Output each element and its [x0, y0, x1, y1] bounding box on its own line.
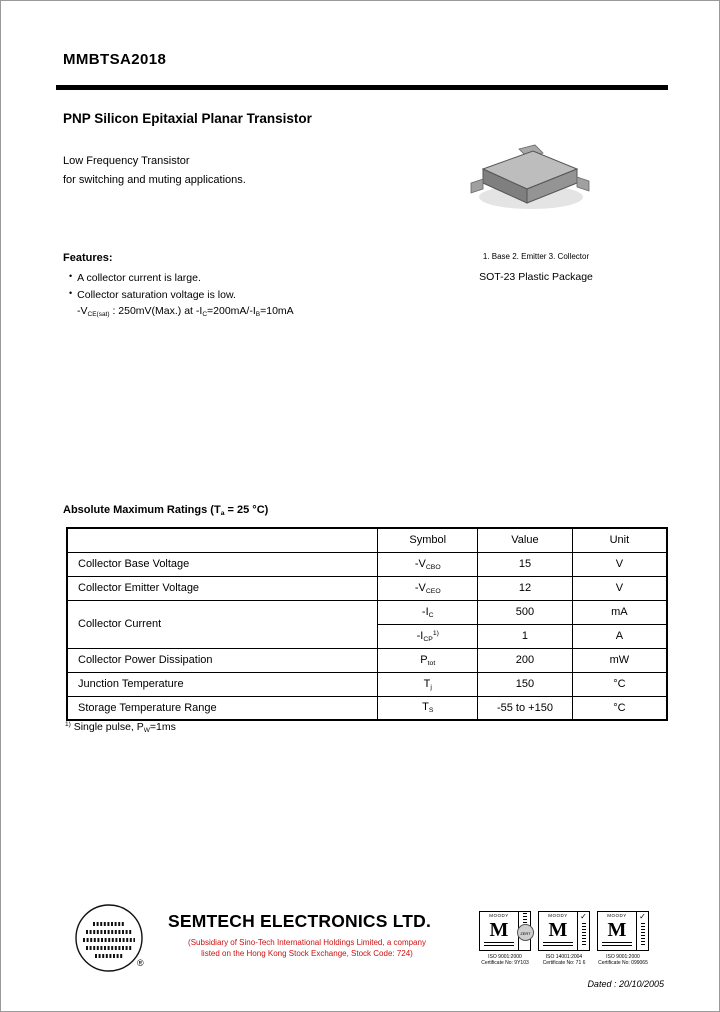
parameter-cell: Collector Current — [67, 600, 378, 648]
description-line-1: Low Frequency Transistor — [63, 155, 190, 167]
table-row — [67, 696, 667, 720]
feature-text: Collector saturation voltage is low. — [77, 289, 236, 301]
cert-bars-icon — [543, 942, 573, 946]
bullet-icon: • — [69, 271, 73, 281]
cert-text-line: ISO 14001:2004 — [545, 954, 583, 960]
cert-brand-label: MOODY — [607, 913, 627, 918]
table-header-row — [67, 528, 667, 552]
unit-cell: °C — [572, 672, 667, 696]
symbol-cell: $-V_{CEO}$ — [378, 576, 478, 600]
parameter-cell: Collector Emitter Voltage — [67, 576, 378, 600]
certification-badge — [538, 911, 590, 966]
value-cell: 12 — [478, 576, 573, 600]
certification-badge — [597, 911, 649, 966]
moody-m-icon: M — [548, 919, 568, 941]
table-row — [67, 600, 667, 624]
seal-drawing — [73, 902, 145, 974]
cert-strip-lines-icon — [582, 923, 586, 947]
cert-text-line: ISO 9001:2000 — [488, 954, 522, 960]
table-row — [67, 648, 667, 672]
value-cell: -55 to +150 — [478, 696, 573, 720]
absolute-maximum-ratings-table — [66, 527, 668, 721]
symbol-cell: $-I_{CP}^{1)}$ — [378, 624, 478, 648]
unit-cell: V — [572, 576, 667, 600]
zert-emblem-icon: ZERT — [517, 924, 534, 941]
registered-trademark-symbol: ® — [137, 958, 144, 968]
header-value: Value — [478, 528, 573, 552]
unit-cell: °C — [572, 696, 667, 720]
cert-strip — [636, 912, 648, 950]
certification-badge — [479, 911, 531, 966]
value-cell: 500 — [478, 600, 573, 624]
cert-bars-icon — [602, 942, 632, 946]
symbol-cell: $T_S$ — [378, 696, 478, 720]
header-rule — [56, 85, 668, 90]
value-cell: 15 — [478, 552, 573, 576]
dated-stamp: Dated : 20/10/2005 — [587, 979, 664, 989]
parameter-cell: Collector Base Voltage — [67, 552, 378, 576]
cert-strip — [577, 912, 589, 950]
description — [63, 152, 246, 190]
semtech-seal-logo — [73, 902, 145, 979]
feature-item — [69, 271, 201, 284]
cert-strip-lines-icon — [641, 923, 645, 947]
features-heading: Features: — [63, 252, 113, 264]
header-unit: Unit — [572, 528, 667, 552]
check-icon: ✓ — [639, 912, 646, 921]
ratings-heading: Absolute Maximum Ratings ($T_a = 25$ °C) — [63, 504, 269, 517]
cert-text-line: Certificate No: 9Y103 — [481, 960, 529, 966]
sot23-package-image — [469, 137, 599, 232]
feature-text: A collector current is large. — [77, 272, 201, 284]
part-number: MMBTSA2018 — [63, 51, 167, 68]
unit-cell: mA — [572, 600, 667, 624]
cert-text-line: Certificate No: 099065 — [598, 960, 648, 966]
unit-cell: A — [572, 624, 667, 648]
value-cell: 150 — [478, 672, 573, 696]
moody-m-icon: M — [489, 919, 509, 941]
symbol-cell: $P_{tot}$ — [378, 648, 478, 672]
cert-brand-label: MOODY — [548, 913, 568, 918]
sot23-package-drawing — [469, 137, 599, 232]
symbol-cell: $-I_C$ — [378, 600, 478, 624]
parameter-cell: Storage Temperature Range — [67, 696, 378, 720]
moody-m-icon: M — [607, 919, 627, 941]
table-row — [67, 672, 667, 696]
unit-cell: V — [572, 552, 667, 576]
parameter-cell: Collector Power Dissipation — [67, 648, 378, 672]
description-line-2: for switching and muting applications. — [63, 174, 246, 186]
value-cell: 200 — [478, 648, 573, 672]
table-row — [67, 552, 667, 576]
pin-assignment-caption: 1. Base 2. Emitter 3. Collector — [482, 252, 590, 261]
symbol-cell: $T_j$ — [378, 672, 478, 696]
value-cell: 1 — [478, 624, 573, 648]
parameter-cell: Junction Temperature — [67, 672, 378, 696]
table-row — [67, 576, 667, 600]
bullet-icon: • — [69, 288, 73, 298]
package-name: SOT-23 Plastic Package — [479, 271, 593, 283]
document-title: PNP Silicon Epitaxial Planar Transistor — [63, 111, 312, 126]
check-icon: ✓ — [580, 912, 587, 921]
symbol-cell: $-V_{CBO}$ — [378, 552, 478, 576]
company-name: SEMTECH ELECTRONICS LTD. — [168, 911, 432, 931]
cert-text-line: Certificate No: 71 6 — [542, 960, 586, 966]
footnote: $^{1)}$ Single pulse, $P_W=1ms$ — [65, 721, 176, 734]
certification-badges — [479, 911, 649, 966]
cert-bars-icon — [484, 942, 514, 946]
cert-text-line: ISO 9001:2000 — [606, 954, 640, 960]
subsidiary-line-2: listed on the Hong Kong Stock Exchange, Stock Code: 724) — [201, 949, 413, 958]
feature-note: $-V_{CE(sat)}$ : 250mV(Max.) at $-I_C=200mA/-I_B=10mA$ — [77, 305, 294, 318]
feature-item — [69, 288, 236, 301]
header-parameter — [67, 528, 378, 552]
header-symbol: Symbol — [378, 528, 478, 552]
unit-cell: mW — [572, 648, 667, 672]
subsidiary-line-1: (Subsidiary of Sino-Tech International Holdings Limited, a company — [188, 938, 426, 947]
cert-brand-label: MOODY — [489, 913, 509, 918]
company-subsidiary-note — [161, 937, 453, 959]
